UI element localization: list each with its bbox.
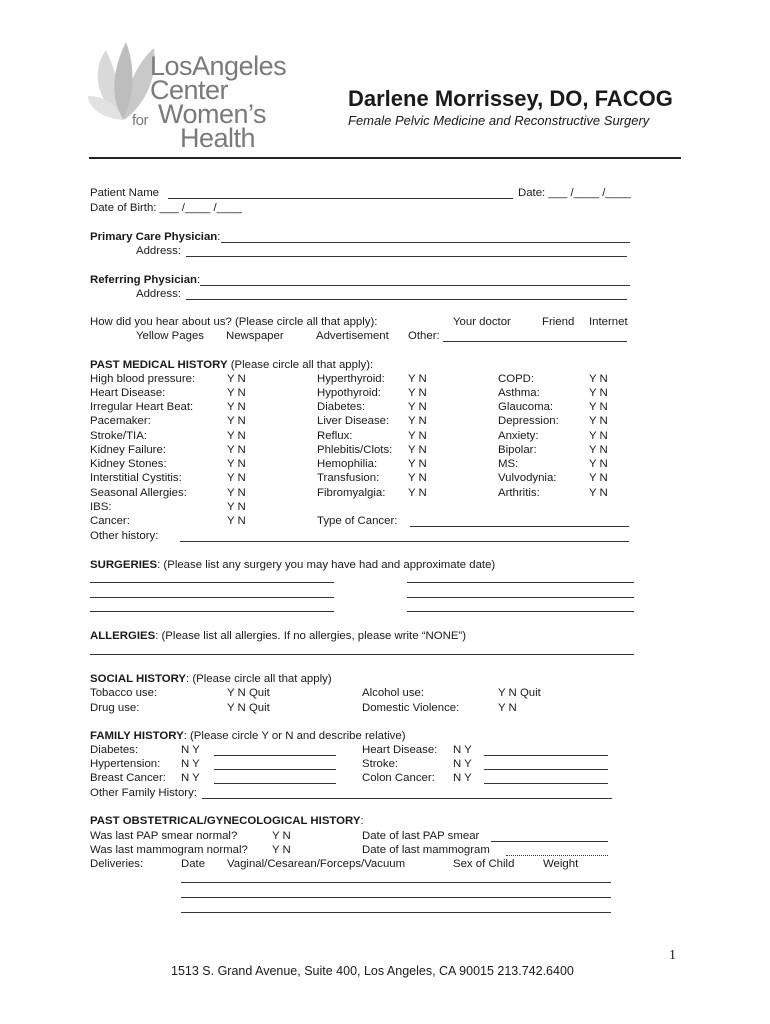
page-number: 1	[669, 948, 676, 963]
hear-question: How did you hear about us? (Please circle all that apply):	[90, 316, 378, 328]
pmh-col1-yn-3[interactable]: Y N	[227, 415, 246, 427]
logo-line-2: Center	[150, 75, 229, 105]
pmh-col3-yn-0[interactable]: Y N	[589, 373, 608, 385]
surgery-line-2a[interactable]	[90, 597, 334, 598]
family-hypertension-field[interactable]	[214, 769, 336, 770]
referring-label: Referring Physician	[90, 274, 197, 286]
pmh-col2-yn-3[interactable]: Y N	[408, 415, 427, 427]
family-other-field[interactable]	[202, 798, 612, 799]
pmh-col1-10: Cancer:	[90, 515, 130, 527]
pmh-col1-yn-0[interactable]: Y N	[227, 373, 246, 385]
family-breast-ny[interactable]: N Y	[181, 772, 200, 784]
family-hypertension-ny[interactable]: N Y	[181, 758, 200, 770]
pmh-col2-yn-0[interactable]: Y N	[408, 373, 427, 385]
surgeries-title: SURGERIES	[90, 559, 158, 571]
mammo-yn[interactable]: Y N	[272, 844, 291, 856]
referring-address-label: Address:	[136, 288, 181, 300]
pmh-col1-yn-1[interactable]: Y N	[227, 387, 246, 399]
pmh-col1-0: High blood pressure:	[90, 373, 196, 385]
hear-option-other: Other:	[408, 330, 440, 342]
family-heart-field[interactable]	[484, 755, 608, 756]
pap-date-field[interactable]	[491, 841, 608, 842]
pmh-col2-yn-6[interactable]: Y N	[408, 458, 427, 470]
pmh-col1-4: Stroke/TIA:	[90, 430, 147, 442]
pmh-col3-yn-8[interactable]: Y N	[589, 487, 608, 499]
logo	[88, 40, 288, 152]
hear-other-field[interactable]	[443, 341, 627, 342]
family-heading	[90, 729, 405, 743]
pmh-col1-9: IBS:	[90, 501, 112, 513]
pmh-col1-7: Interstitial Cystitis:	[90, 472, 182, 484]
hear-option-doctor[interactable]: Your doctor	[453, 316, 511, 328]
cancer-type-field[interactable]	[410, 526, 629, 527]
pcp-address-label: Address:	[136, 245, 181, 257]
pmh-col2-0: Hyperthyroid:	[317, 373, 385, 385]
family-heart-label: Heart Disease:	[362, 744, 438, 756]
pmh-col2-yn-1[interactable]: Y N	[408, 387, 427, 399]
pmh-col1-8: Seasonal Allergies:	[90, 487, 187, 499]
hear-option-newspaper[interactable]: Newspaper	[226, 330, 284, 342]
family-colon-field[interactable]	[484, 783, 608, 784]
mammo-date-field[interactable]	[506, 855, 608, 856]
pmh-col3-8: Arthritis:	[498, 487, 540, 499]
logo-line-3: Women’s	[158, 99, 267, 129]
surgery-line-3a[interactable]	[90, 611, 334, 612]
pcp-address-field[interactable]	[186, 256, 627, 257]
dob-label: Date of Birth: ___ /____ /____	[90, 202, 242, 214]
pmh-col1-yn-2[interactable]: Y N	[227, 401, 246, 413]
pmh-col2-yn-5[interactable]: Y N	[408, 444, 427, 456]
family-other-label: Other Family History:	[90, 787, 197, 799]
pmh-col3-yn-5[interactable]: Y N	[589, 444, 608, 456]
pmh-col2-7: Transfusion:	[317, 472, 380, 484]
surgery-line-1a[interactable]	[90, 582, 334, 583]
pmh-col3-yn-4[interactable]: Y N	[589, 430, 608, 442]
obgyn-title: PAST OBSTETRICAL/GYNECOLOGICAL HISTORY	[90, 815, 361, 827]
family-diabetes-ny[interactable]: N Y	[181, 744, 200, 756]
pmh-col1-yn-4[interactable]: Y N	[227, 430, 246, 442]
pmh-col1-yn-6[interactable]: Y N	[227, 458, 246, 470]
hear-option-friend[interactable]: Friend	[542, 316, 575, 328]
surgeries-heading	[90, 558, 495, 572]
obgyn-heading	[90, 814, 364, 828]
delivery-line-3[interactable]	[181, 912, 611, 913]
cancer-type-label: Type of Cancer:	[317, 515, 398, 527]
surgeries-note: : (Please list any surgery you may have had and approximate date)	[157, 559, 496, 571]
specialty: Female Pelvic Medicine and Reconstructive Surgery	[348, 113, 650, 128]
family-heart-ny[interactable]: N Y	[453, 744, 472, 756]
col-weight: Weight	[543, 858, 579, 870]
family-colon-label: Colon Cancer:	[362, 772, 435, 784]
pmh-col2-2: Diabetes:	[317, 401, 366, 413]
drug-options[interactable]: Y N Quit	[227, 702, 270, 714]
social-title: SOCIAL HISTORY	[90, 673, 186, 685]
family-stroke-label: Stroke:	[362, 758, 399, 770]
header-rule	[89, 157, 681, 159]
drug-label: Drug use:	[90, 702, 140, 714]
tobacco-options[interactable]: Y N Quit	[227, 687, 270, 699]
pmh-col2-5: Phlebitis/Clots:	[317, 444, 393, 456]
family-stroke-ny[interactable]: N Y	[453, 758, 472, 770]
logo-line-1: LosAngeles	[150, 51, 287, 81]
pcp-colon: :	[217, 231, 221, 243]
allergies-heading	[90, 629, 466, 643]
hear-option-yellow-pages[interactable]: Yellow Pages	[136, 330, 204, 342]
other-history-field[interactable]	[180, 541, 629, 542]
pmh-title: PAST MEDICAL HISTORY	[90, 359, 228, 371]
violence-label: Domestic Violence:	[362, 702, 460, 714]
pmh-note: (Please circle all that apply):	[227, 359, 374, 371]
pap-label: Was last PAP smear normal?	[90, 830, 238, 842]
pmh-col3-yn-7[interactable]: Y N	[589, 472, 608, 484]
delivery-line-2[interactable]	[181, 897, 611, 898]
date-label: Date: ___ /____ /____	[518, 187, 631, 199]
pmh-col2-yn-4[interactable]: Y N	[408, 430, 427, 442]
pmh-col1-1: Heart Disease:	[90, 387, 166, 399]
deliveries-label: Deliveries:	[90, 858, 144, 870]
family-note: : (Please circle Y or N and describe relative)	[183, 730, 406, 742]
col-method: Vaginal/Cesarean/Forceps/Vacuum	[227, 858, 406, 870]
family-diabetes-label: Diabetes:	[90, 744, 139, 756]
pmh-col2-yn-7[interactable]: Y N	[408, 472, 427, 484]
pmh-col2-1: Hypothyroid:	[317, 387, 381, 399]
allergies-field[interactable]	[90, 654, 634, 655]
pap-yn[interactable]: Y N	[272, 830, 291, 842]
patient-name-field[interactable]	[168, 198, 513, 199]
family-breast-label: Breast Cancer:	[90, 772, 166, 784]
pap-date-label: Date of last PAP smear	[362, 830, 480, 842]
pcp-label: Primary Care Physician	[90, 231, 218, 243]
pmh-col1-3: Pacemaker:	[90, 415, 151, 427]
pmh-col1-yn-10[interactable]: Y N	[227, 515, 246, 527]
pmh-col2-4: Reflux:	[317, 430, 353, 442]
pmh-col1-yn-8[interactable]: Y N	[227, 487, 246, 499]
alcohol-label: Alcohol use:	[362, 687, 425, 699]
pmh-col2-3: Liver Disease:	[317, 415, 390, 427]
family-diabetes-field[interactable]	[214, 755, 336, 756]
hear-option-internet[interactable]: Internet	[589, 316, 628, 328]
col-date: Date	[181, 858, 206, 870]
family-hypertension-label: Hypertension:	[90, 758, 161, 770]
pcp-field[interactable]	[221, 242, 630, 243]
tobacco-label: Tobacco use:	[90, 687, 158, 699]
referring-row	[90, 273, 200, 287]
delivery-line-1[interactable]	[181, 882, 611, 883]
family-stroke-field[interactable]	[484, 769, 608, 770]
pmh-col3-5: Bipolar:	[498, 444, 537, 456]
pmh-col3-7: Vulvodynia:	[498, 472, 557, 484]
pmh-col3-4: Anxiety:	[498, 430, 539, 442]
doctor-name: Darlene Morrissey, DO, FACOG	[348, 86, 673, 111]
family-breast-field[interactable]	[214, 783, 336, 784]
other-history-label: Other history:	[90, 530, 159, 542]
referring-address-field[interactable]	[186, 299, 627, 300]
pmh-col1-yn-5[interactable]: Y N	[227, 444, 246, 456]
pmh-col1-2: Irregular Heart Beat:	[90, 401, 194, 413]
pcp-row	[90, 230, 220, 244]
surgery-line-1b[interactable]	[407, 582, 634, 583]
pmh-col3-3: Depression:	[498, 415, 559, 427]
allergies-title: ALLERGIES	[90, 630, 156, 642]
mammo-date-label: Date of last mammogram	[362, 844, 490, 856]
pmh-col3-yn-6[interactable]: Y N	[589, 458, 608, 470]
pmh-col3-yn-3[interactable]: Y N	[589, 415, 608, 427]
obgyn-colon: :	[360, 815, 364, 827]
surgery-line-2b[interactable]	[407, 597, 634, 598]
pmh-col1-yn-7[interactable]: Y N	[227, 472, 246, 484]
pmh-col1-6: Kidney Stones:	[90, 458, 167, 470]
family-title: FAMILY HISTORY	[90, 730, 184, 742]
pmh-col2-yn-2[interactable]: Y N	[408, 401, 427, 413]
footer-address: 1513 S. Grand Avenue, Suite 400, Los Angeles, CA 90015 213.742.6400	[171, 964, 574, 978]
patient-name-label: Patient Name	[90, 187, 160, 199]
alcohol-options[interactable]: Y N Quit	[498, 687, 541, 699]
social-heading	[90, 672, 332, 686]
referring-field[interactable]	[200, 285, 630, 286]
surgery-line-3b[interactable]	[407, 611, 634, 612]
pmh-col1-5: Kidney Failure:	[90, 444, 166, 456]
pmh-col2-6: Hemophilia:	[317, 458, 378, 470]
pmh-col3-yn-1[interactable]: Y N	[589, 387, 608, 399]
hear-option-advertisement[interactable]: Advertisement	[316, 330, 389, 342]
mammo-label: Was last mammogram normal?	[90, 844, 248, 856]
pmh-col3-1: Asthma:	[498, 387, 540, 399]
referring-colon: :	[196, 274, 201, 286]
pmh-col1-yn-9[interactable]: Y N	[227, 501, 246, 513]
pmh-col3-6: MS:	[498, 458, 519, 470]
pmh-col2-yn-8[interactable]: Y N	[408, 487, 427, 499]
social-note: : (Please circle all that apply)	[186, 673, 332, 685]
pmh-col3-yn-2[interactable]: Y N	[589, 401, 608, 413]
col-sex: Sex of Child	[453, 858, 515, 870]
pmh-heading	[90, 358, 373, 372]
allergies-note: : (Please list all allergies. If no allergies, please write “NONE”)	[155, 630, 467, 642]
pmh-col2-8: Fibromyalgia:	[317, 487, 386, 499]
logo-line-4: Health	[180, 123, 256, 153]
pmh-col3-2: Glaucoma:	[498, 401, 554, 413]
pmh-col3-0: COPD:	[498, 373, 535, 385]
logo-line-3-prefix: for	[132, 112, 149, 129]
violence-options[interactable]: Y N	[498, 702, 517, 714]
family-colon-ny[interactable]: N Y	[453, 772, 472, 784]
